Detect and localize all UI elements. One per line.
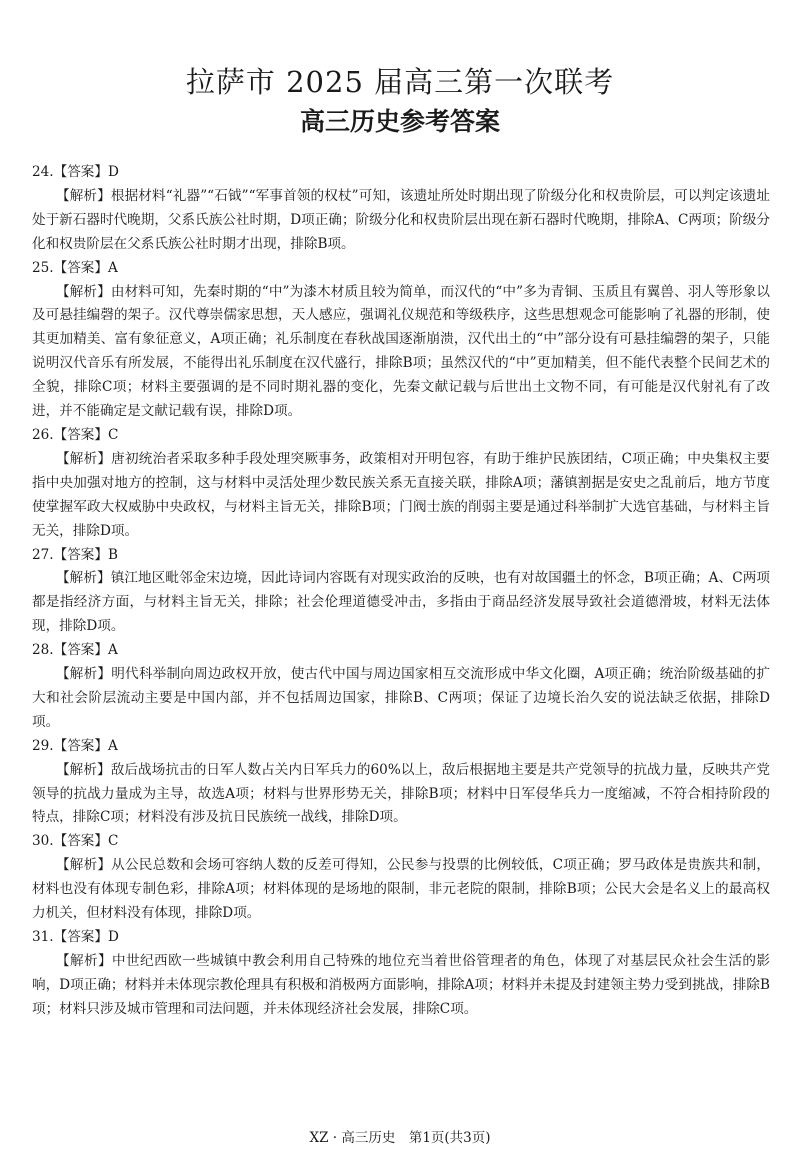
question-27	[32, 544, 770, 640]
explanation: 【解析】中世纪西欧一些城镇中教会利用自己特殊的地位充当着世俗管理者的角色，体现了对基层民众社会生活的影响，D项正确；材料并未体现宗教伦理具有积极和消极两方面影响，排除A项；材料并未提及封建领主势力受到挑战，排除B项；材料只涉及城市管理和司法问题，并未体现经济社会发展，排除C项。	[32, 952, 770, 1017]
answer-line: 24.【答案】D	[32, 164, 119, 180]
answer-line: 31.【答案】D	[32, 929, 119, 945]
page-title: 拉萨市 2025 届高三第一次联考	[185, 65, 615, 99]
question-28	[32, 639, 770, 735]
explanation: 【解析】敌后战场抗击的日军人数占关内日军兵力的60%以上，敌后根据地主要是共产党领导的抗战力量，反映共产党领导的抗战力量成为主导，故选A项；材料与世界形势无关，排除B项；材料中日军侵华兵力一度缩减，不符合相持阶段的特点，排除C项；材料没有涉及抗日民族统一战线，排除D项。	[32, 761, 770, 826]
explanation: 【解析】唐初统治者采取多种手段处理突厥事务，政策相对开明包容，有助于维护民族团结，C项正确；中央集权主要指中央加强对地方的控制，这与材料中灵活处理少数民族关系无直接关联，排除A项；藩镇割据是安史之乱前后，地方节度使掌握军政大权威胁中央政权，与材料主旨无关，排除B项；门阀士族的削弱主要是通过科举制扩大选官基础，与材料主旨无关，排除D项。	[32, 450, 770, 539]
question-30	[32, 830, 770, 926]
question-25	[32, 257, 770, 424]
page-subtitle: 高三历史参考答案	[299, 107, 500, 136]
question-26	[32, 424, 770, 544]
page-footer: XZ · 高三历史 第1页(共3页)	[309, 1130, 491, 1146]
answer-line: 28.【答案】A	[32, 642, 118, 659]
answer-line: 27.【答案】B	[32, 546, 118, 563]
answer-line: 26.【答案】C	[32, 426, 119, 443]
explanation: 【解析】由材料可知，先秦时期的“中”为漆木材质且较为简单，而汉代的“中”多为青铜、玉质且有翼兽、羽人等形象以及可悬挂编磬的架子。汉代尊崇儒家思想，天人感应，强调礼仪规范和等级秩序，这些思想观念可能影响了礼器的形制，使其更加精美、富有象征意义，A项正确；礼乐制度在春秋战国逐渐崩溃，汉代出土的“中”部分设有可悬挂编磬的架子，只能说明汉代音乐有所发展，不能得出礼乐制度在汉代盛行，排除B项；虽然汉代的“中”更加精美，但不能代表整个民间艺术的全貌，排除C项；材料主要强调的是不同时期礼器的变化，先秦文献记载与后世出土文物不同，有可能是汉代射礼有了改进，并不能确定是文献记载有误，排除D项。	[32, 283, 770, 420]
question-24	[32, 161, 770, 257]
answer-list	[32, 161, 770, 1022]
answer-line: 29.【答案】A	[32, 737, 118, 754]
answer-line: 30.【答案】C	[32, 833, 119, 850]
explanation: 【解析】从公民总数和会场可容纳人数的反差可得知，公民参与投票的比例较低，C项正确；罗马政体是贵族共和制，材料也没有体现专制色彩，排除A项；材料体现的是场地的限制，非元老院的限制，排除B项；公民大会是名义上的最高权力机关，但材料没有体现，排除D项。	[32, 857, 770, 922]
explanation: 【解析】根据材料“礼器”“石钺”“军事首领的权杖”可知，该遗址所处时期出现了阶级分化和权贵阶层，可以判定该遗址处于新石器时代晚期，父系氏族公社时期，D项正确；阶级分化和权贵阶层出现在新石器时代晚期，排除A、C两项；阶级分化和权贵阶层在父系氏族公社时期才出现，排除B项。	[32, 187, 770, 252]
answer-line: 25.【答案】A	[32, 259, 118, 276]
explanation: 【解析】明代科举制向周边政权开放，使古代中国与周边国家相互交流形成中华文化圈，A项正确；统治阶级基础的扩大和社会阶层流动主要是中国内部，并不包括周边国家，排除B、C两项；保证了边境长治久安的说法缺乏依据，排除D项。	[32, 666, 770, 730]
explanation: 【解析】镇江地区毗邻金宋边境，因此诗词内容既有对现实政治的反映，也有对故国疆土的怀念，B项正确；A、C两项都是指经济方面，与材料主旨无关，排除；社会伦理道德受冲击，多指由于商品经济发展导致社会道德滑坡，材料无法体现，排除D项。	[32, 570, 770, 635]
question-29	[32, 735, 770, 831]
question-31	[32, 926, 770, 1022]
